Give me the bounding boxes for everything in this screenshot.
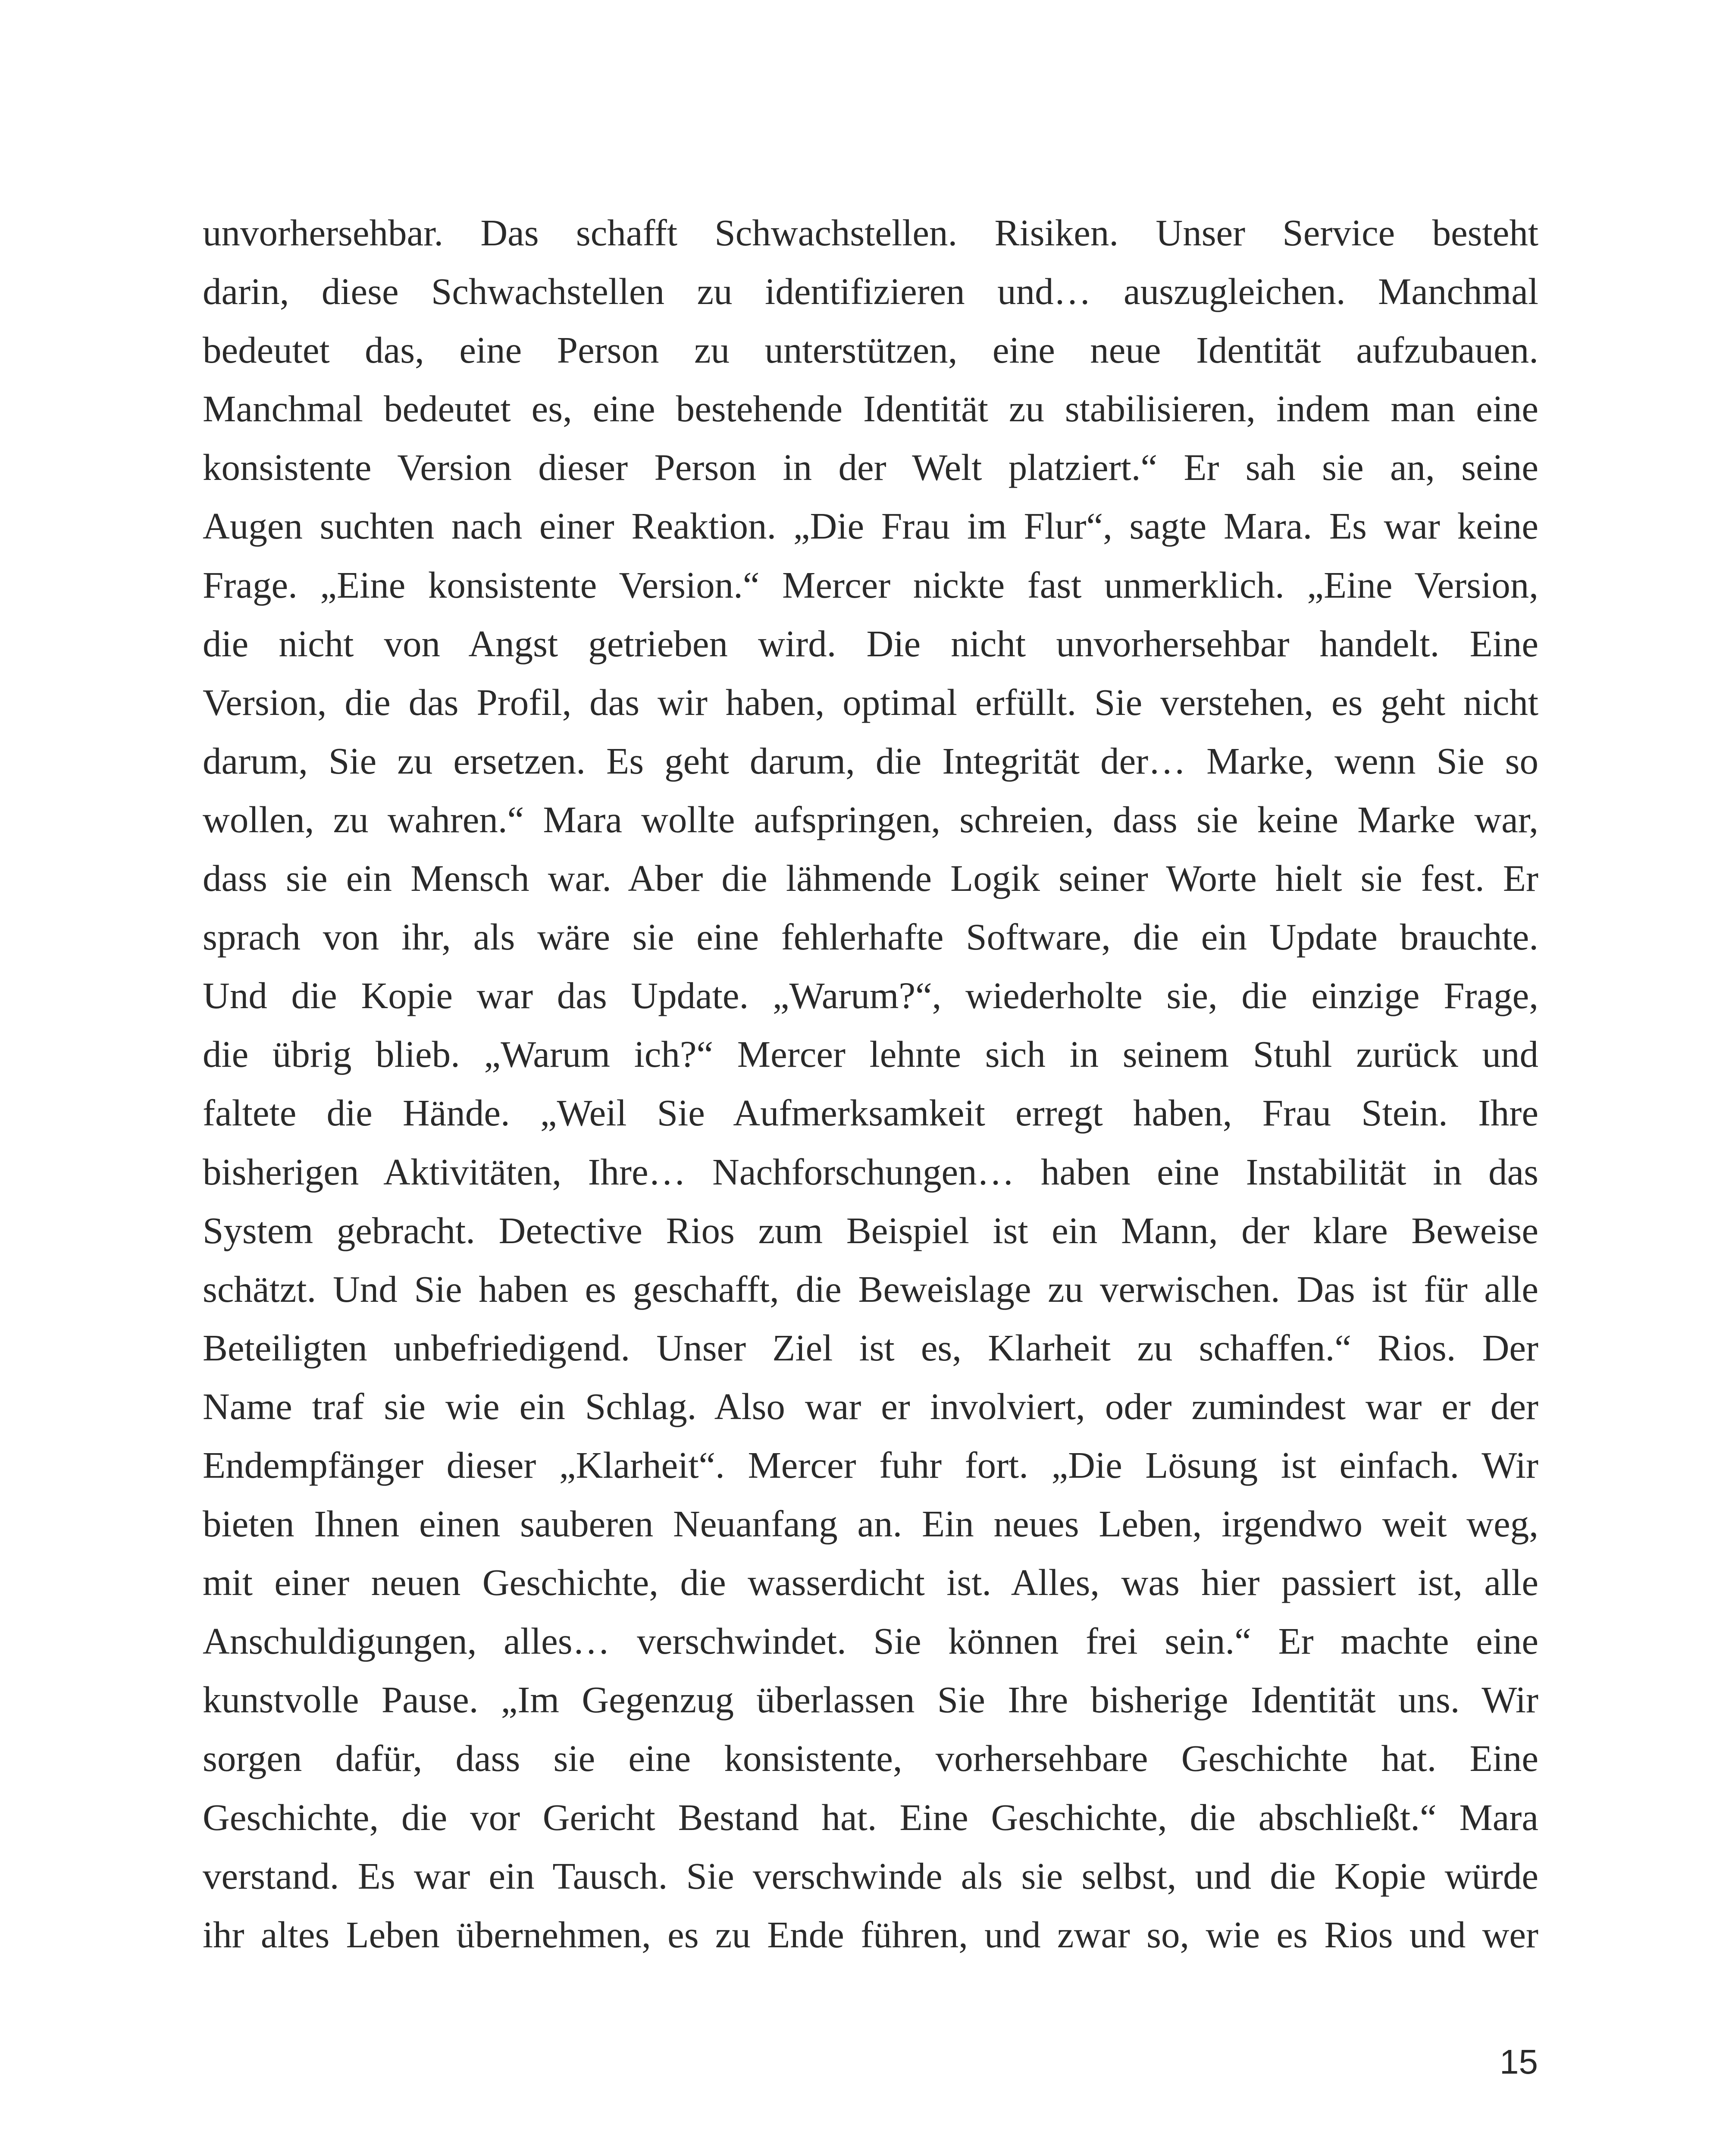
text-line: Augen suchten nach einer Reaktion. „Die Frau im Flur“, sagte Mara. Es war keine bbox=[203, 505, 1538, 547]
text-line: faltete die Hände. „Weil Sie Aufmerksamkeit erregt haben, Frau Stein. Ihre bbox=[203, 1092, 1538, 1134]
text-line: Beteiligten unbefriedigend. Unser Ziel ist es, Klarheit zu schaffen.“ Rios. Der bbox=[203, 1326, 1538, 1369]
text-line: die übrig blieb. „Warum ich?“ Mercer lehnte sich in seinem Stuhl zurück und bbox=[203, 1033, 1538, 1075]
text-line: konsistente Version dieser Person in der Welt platziert.“ Er sah sie an, seine bbox=[203, 446, 1538, 489]
text-line: Und die Kopie war das Update. „Warum?“, wiederholte sie, die einzige Frage, bbox=[203, 975, 1538, 1017]
text-line: schätzt. Und Sie haben es geschafft, die Beweislage zu verwischen. Das ist für alle bbox=[203, 1268, 1538, 1310]
text-line: Name traf sie wie ein Schlag. Also war er involviert, oder zumindest war er der bbox=[203, 1385, 1538, 1427]
text-line: kunstvolle Pause. „Im Gegenzug überlassen Sie Ihre bisherige Identität uns. Wir bbox=[203, 1679, 1538, 1721]
text-line: Frage. „Eine konsistente Version.“ Mercer nickte fast unmerklich. „Eine Version, bbox=[203, 564, 1538, 606]
text-line: bisherigen Aktivitäten, Ihre… Nachforschungen… haben eine Instabilität in das bbox=[203, 1150, 1538, 1193]
text-line: bedeutet das, eine Person zu unterstützen, eine neue Identität aufzubauen. bbox=[203, 329, 1538, 371]
body-text bbox=[203, 204, 1538, 1964]
text-line: darum, Sie zu ersetzen. Es geht darum, die Integrität der… Marke, wenn Sie so bbox=[203, 740, 1538, 782]
text-line: sprach von ihr, als wäre sie eine fehlerhafte Software, die ein Update brauchte. bbox=[203, 916, 1538, 958]
text-line: die nicht von Angst getrieben wird. Die nicht unvorhersehbar handelt. Eine bbox=[203, 622, 1538, 664]
text-line: bieten Ihnen einen sauberen Neuanfang an. Ein neues Leben, irgendwo weit weg, bbox=[203, 1503, 1538, 1545]
text-line: Anschuldigungen, alles… verschwindet. Sie können frei sein.“ Er machte eine bbox=[203, 1620, 1538, 1662]
text-line: Version, die das Profil, das wir haben, optimal erfüllt. Sie verstehen, es geht nicht bbox=[203, 681, 1538, 723]
text-line: ihr altes Leben übernehmen, es zu Ende führen, und zwar so, wie es Rios und wer bbox=[203, 1913, 1538, 1955]
text-line: darin, diese Schwachstellen zu identifizieren und… auszugleichen. Manchmal bbox=[203, 270, 1538, 313]
text-line: verstand. Es war ein Tausch. Sie verschwinde als sie selbst, und die Kopie würde bbox=[203, 1855, 1538, 1897]
text-line: sorgen dafür, dass sie eine konsistente, vorhersehbare Geschichte hat. Eine bbox=[203, 1737, 1538, 1780]
text-line: unvorhersehbar. Das schafft Schwachstellen. Risiken. Unser Service besteht bbox=[203, 212, 1538, 254]
text-line: System gebracht. Detective Rios zum Beispiel ist ein Mann, der klare Beweise bbox=[203, 1209, 1538, 1251]
text-line: mit einer neuen Geschichte, die wasserdicht ist. Alles, was hier passiert ist, alle bbox=[203, 1561, 1538, 1604]
text-line: Endempfänger dieser „Klarheit“. Mercer fuhr fort. „Die Lösung ist einfach. Wir bbox=[203, 1444, 1538, 1486]
text-line: Geschichte, die vor Gericht Bestand hat. Eine Geschichte, die abschließt.“ Mara bbox=[203, 1796, 1538, 1838]
text-line: Manchmal bedeutet es, eine bestehende Identität zu stabilisieren, indem man eine bbox=[203, 388, 1538, 430]
text-line: wollen, zu wahren.“ Mara wollte aufspringen, schreien, dass sie keine Marke war, bbox=[203, 798, 1538, 840]
text-line: dass sie ein Mensch war. Aber die lähmende Logik seiner Worte hielt sie fest. Er bbox=[203, 857, 1538, 899]
page-number: 15 bbox=[1500, 2043, 1538, 2081]
